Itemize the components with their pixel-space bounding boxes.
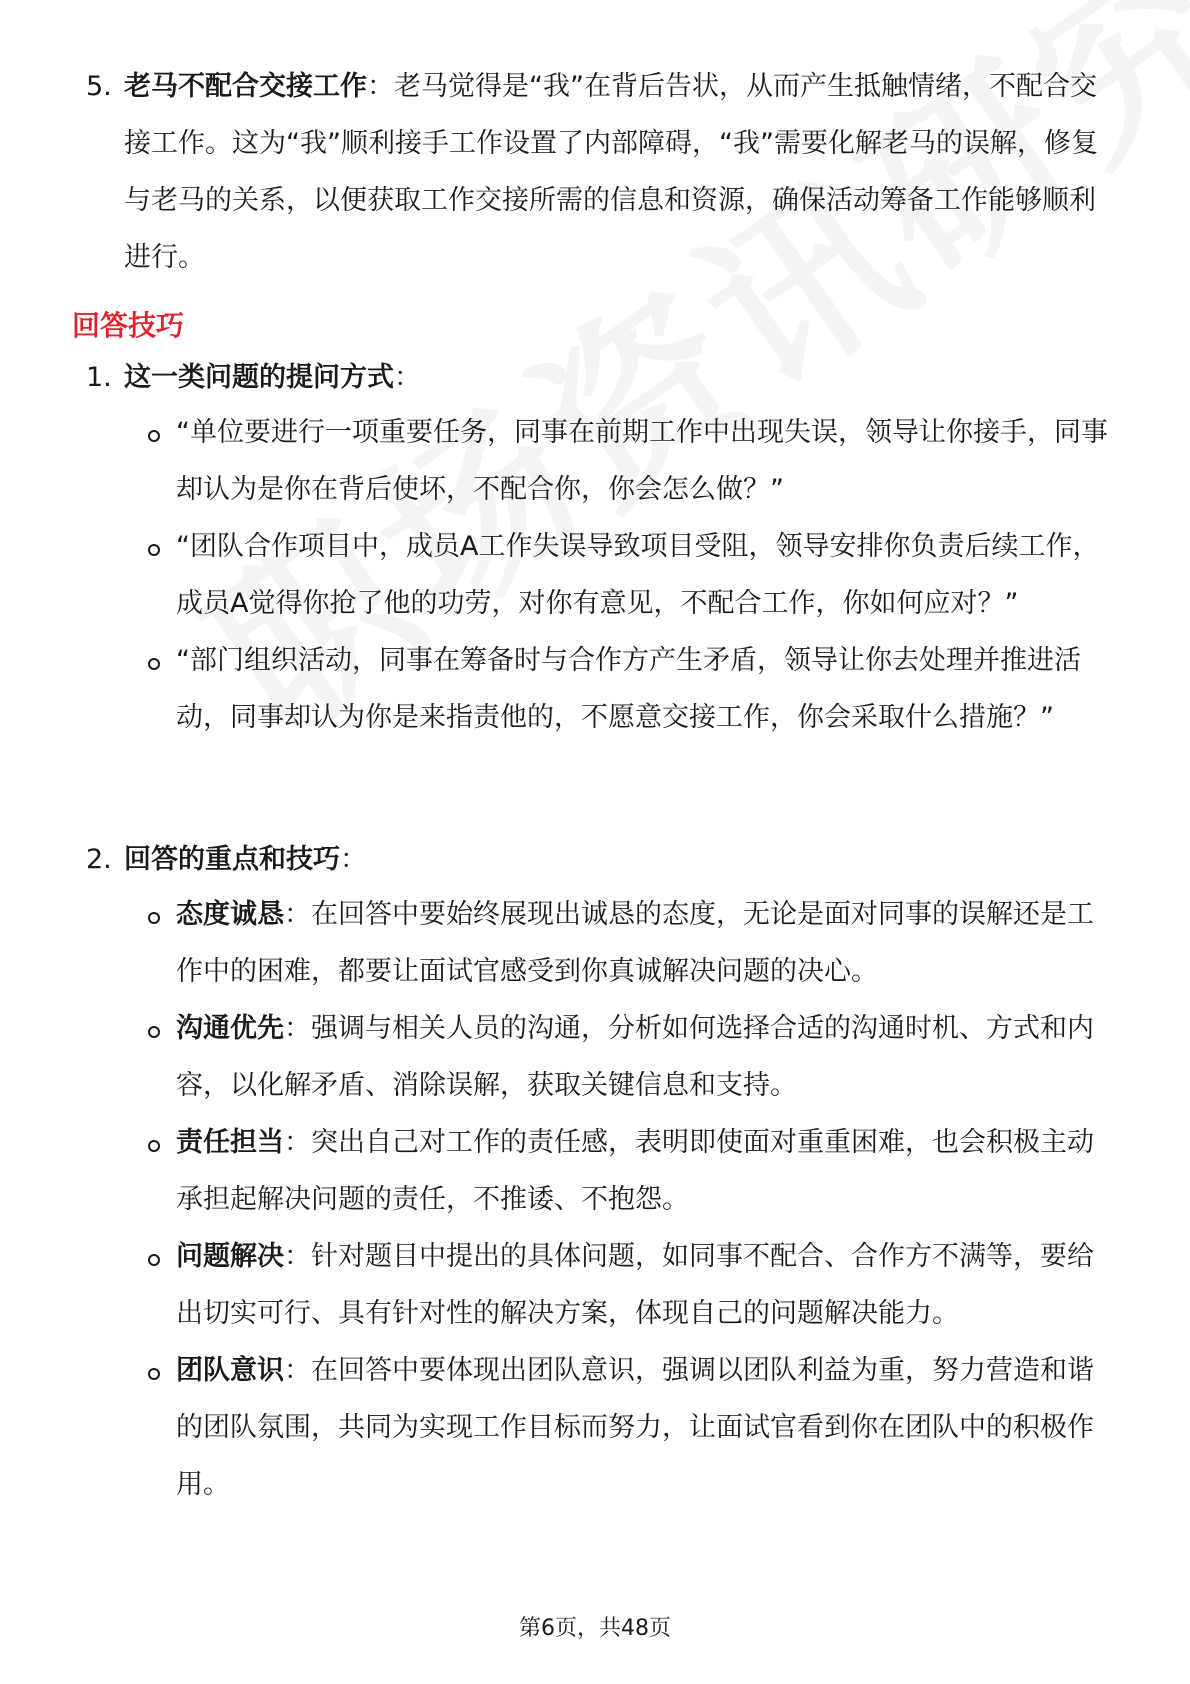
tip-item: 沟通优先：强调与相关人员的沟通，分析如何选择合适的沟通时机、方式和内容，以化解矛盾、消除误解，获取关键信息和支持。 xyxy=(148,1000,1118,1114)
item-text: ：老马觉得是“我”在背后告状，从而产生抵触情绪，不配合交接工作。这为“我”顺利接手工作设置了内部障碍，“我”需要化解老马的误解，修复与老马的关系，以便获取工作交接所需的信息和资源，确保活动筹备工作能够顺利进行。 xyxy=(124,71,1098,273)
list-title-colon: ： xyxy=(340,844,367,875)
bullet-circle-icon xyxy=(148,912,160,924)
bullet-circle-icon xyxy=(148,658,160,670)
list-title: 回答的重点和技巧 xyxy=(124,844,340,875)
page-footer: 第6页，共48页 xyxy=(519,1616,671,1641)
question-examples-list xyxy=(148,404,1118,746)
tip-heading: 责任担当 xyxy=(176,1127,284,1158)
tip-heading: 团队意识 xyxy=(176,1355,284,1386)
list-item-1 xyxy=(86,358,421,398)
bullet-circle-icon xyxy=(148,1254,160,1266)
item-heading: 老马不配合交接工作 xyxy=(124,71,367,102)
bullet-circle-icon xyxy=(148,430,160,442)
tips-list xyxy=(148,886,1118,1513)
list-title-colon: ： xyxy=(394,362,421,393)
tip-heading: 问题解决 xyxy=(176,1241,284,1272)
section-heading: 回答技巧 xyxy=(72,309,185,342)
bullet-circle-icon xyxy=(148,1140,160,1152)
question-example: “团队合作项目中，成员A工作失误导致项目受阻，领导安排你负责后续工作，成员A觉得你抢了他的功劳，对你有意见，不配合工作，你如何应对？” xyxy=(148,518,1118,632)
list-number: 2. xyxy=(86,844,112,875)
tip-item: 问题解决：针对题目中提出的具体问题，如同事不配合、合作方不满等，要给出切实可行、具有针对性的解决方案，体现自己的问题解决能力。 xyxy=(148,1228,1118,1342)
tip-heading: 态度诚恳 xyxy=(176,899,284,930)
question-example: “单位要进行一项重要任务，同事在前期工作中出现失误，领导让你接手，同事却认为是你在背后使坏，不配合你，你会怎么做？” xyxy=(148,404,1118,518)
bullet-circle-icon xyxy=(148,1368,160,1380)
list-title: 这一类问题的提问方式 xyxy=(124,362,394,393)
list-item-5 xyxy=(86,58,1116,286)
list-item-body xyxy=(124,58,1116,286)
list-number: 1. xyxy=(86,362,112,393)
list-number: 5. xyxy=(86,71,112,102)
tip-item: 团队意识：在回答中要体现出团队意识，强调以团队利益为重，努力营造和谐的团队氛围，共同为实现工作目标而努力，让面试官看到你在团队中的积极作用。 xyxy=(148,1342,1118,1513)
list-item-2 xyxy=(86,840,367,880)
bullet-circle-icon xyxy=(148,544,160,556)
tip-heading: 沟通优先 xyxy=(176,1013,284,1044)
bullet-circle-icon xyxy=(148,1026,160,1038)
tip-item: 态度诚恳：在回答中要始终展现出诚恳的态度，无论是面对同事的误解还是工作中的困难，都要让面试官感受到你真诚解决问题的决心。 xyxy=(148,886,1118,1000)
tip-item: 责任担当：突出自己对工作的责任感，表明即使面对重重困难，也会积极主动承担起解决问题的责任，不推诿、不抱怨。 xyxy=(148,1114,1118,1228)
question-example: “部门组织活动，同事在筹备时与合作方产生矛盾，领导让你去处理并推进活动，同事却认为你是来指责他的，不愿意交接工作，你会采取什么措施？” xyxy=(148,632,1118,746)
